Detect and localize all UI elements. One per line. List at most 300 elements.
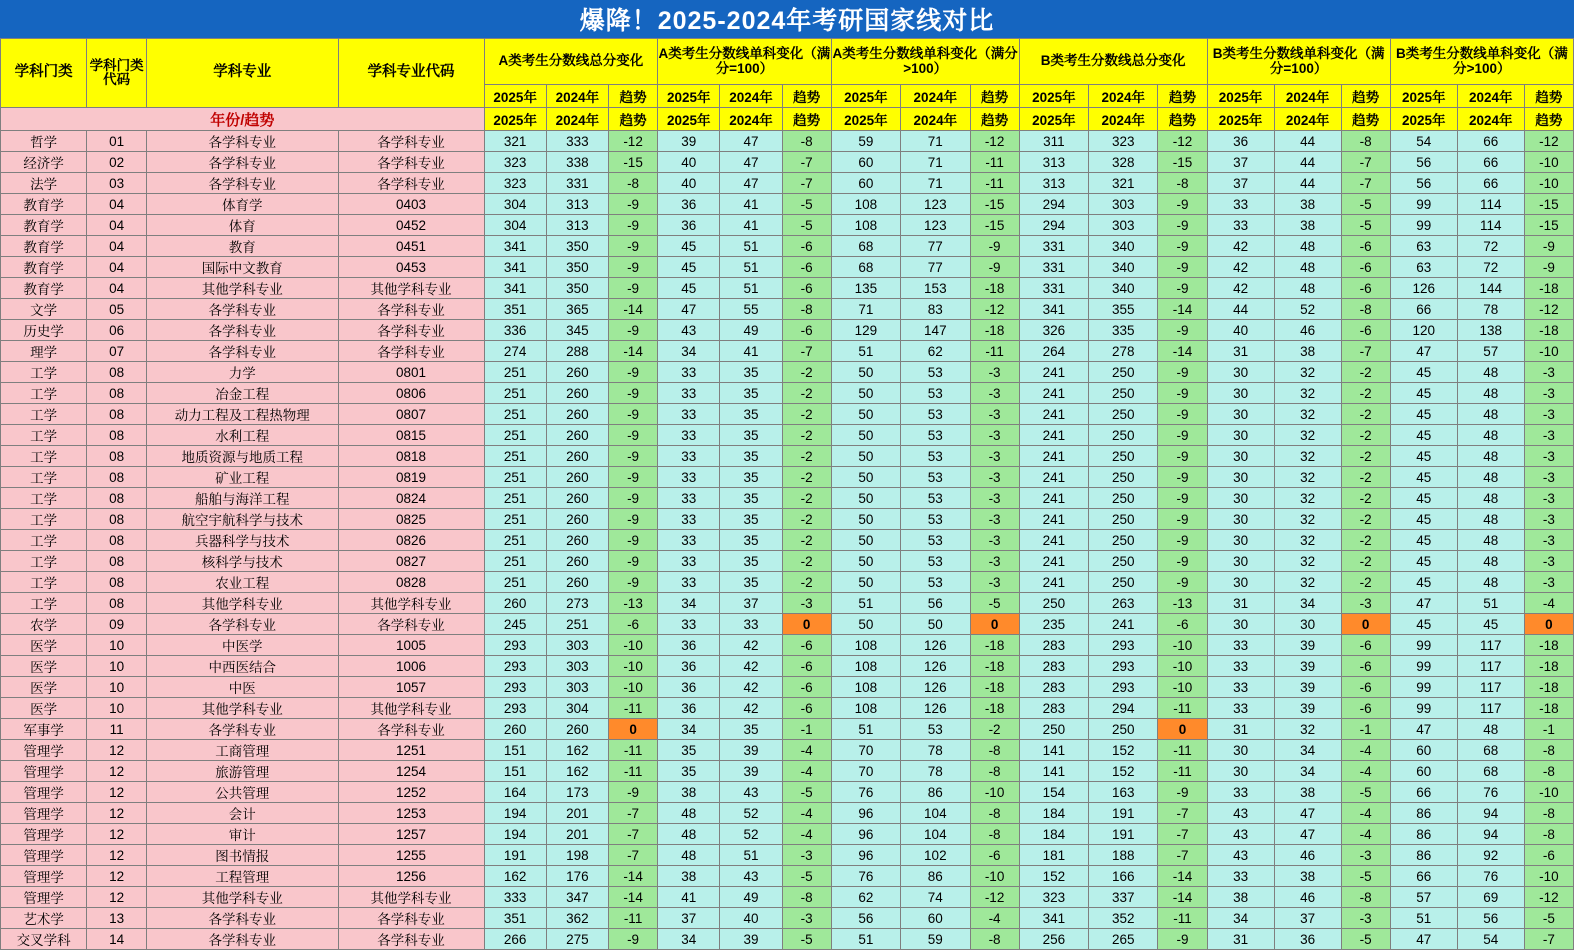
cell-2025-b-over100: 99 [1390, 194, 1457, 215]
cell-2024-a-over100: 59 [901, 929, 970, 950]
cell-trend-a-over100: -8 [970, 824, 1019, 845]
cell-2025-b-over100: 51 [1390, 908, 1457, 929]
cell-2025-a-total: 321 [484, 131, 546, 152]
cell-2024-b-over100: 76 [1457, 866, 1524, 887]
cell-2025-a-over100: 76 [831, 866, 900, 887]
cell-discipline-category: 工学 [1, 446, 87, 467]
cell-2025-a-100: 48 [658, 803, 720, 824]
cell-2024-a-over100: 153 [901, 278, 970, 299]
cell-2025-a-total: 341 [484, 236, 546, 257]
year-2024-b-over100: 2024年 [1457, 108, 1524, 131]
cell-2025-b-total: 154 [1019, 782, 1088, 803]
cell-2025-a-over100: 108 [831, 698, 900, 719]
cell-trend-a-100: -2 [782, 383, 831, 404]
cell-2024-b-total: 293 [1089, 677, 1158, 698]
cell-2024-b-100: 34 [1274, 740, 1341, 761]
cell-major-code: 0827 [338, 551, 484, 572]
cell-2024-a-over100: 53 [901, 572, 970, 593]
cell-trend-b-100: -3 [1341, 593, 1390, 614]
cell-2024-b-total: 294 [1089, 698, 1158, 719]
year-2025-b-over100: 2025年 [1390, 108, 1457, 131]
cell-major-code: 1252 [338, 782, 484, 803]
cell-2025-b-total: 326 [1019, 320, 1088, 341]
cell-trend-a-over100: -3 [970, 404, 1019, 425]
cell-2025-a-over100: 50 [831, 404, 900, 425]
cell-2024-a-over100: 53 [901, 719, 970, 740]
cell-trend-b-100: -4 [1341, 803, 1390, 824]
cell-trend-b-100: -4 [1341, 824, 1390, 845]
cell-discipline-category: 工学 [1, 530, 87, 551]
cell-2025-b-over100: 45 [1390, 404, 1457, 425]
cell-2024-b-over100: 94 [1457, 824, 1524, 845]
cell-2024-b-over100: 57 [1457, 341, 1524, 362]
cell-2025-b-over100: 47 [1390, 593, 1457, 614]
cell-2024-b-total: 340 [1089, 257, 1158, 278]
cell-2024-a-100: 41 [720, 215, 782, 236]
cell-trend-a-100: -6 [782, 257, 831, 278]
cell-major-code: 0452 [338, 215, 484, 236]
cell-2024-b-100: 48 [1274, 257, 1341, 278]
cell-2024-b-100: 32 [1274, 383, 1341, 404]
cell-2024-a-total: 201 [546, 824, 608, 845]
cell-discipline-category: 教育学 [1, 194, 87, 215]
table-row [1, 719, 1574, 740]
cell-2025-a-total: 251 [484, 404, 546, 425]
cell-2024-a-over100: 56 [901, 593, 970, 614]
cell-2025-b-over100: 60 [1390, 761, 1457, 782]
cell-2024-a-over100: 126 [901, 698, 970, 719]
cell-2024-a-100: 39 [720, 929, 782, 950]
table-row [1, 572, 1574, 593]
cell-trend-a-100: -2 [782, 404, 831, 425]
table-row [1, 803, 1574, 824]
cell-2025-a-over100: 76 [831, 782, 900, 803]
cell-trend-a-over100: -3 [970, 530, 1019, 551]
cell-trend-a-100: -2 [782, 446, 831, 467]
table-row [1, 698, 1574, 719]
cell-trend-b-over100: -5 [1524, 908, 1573, 929]
cell-2024-a-100: 52 [720, 803, 782, 824]
cell-trend-b-total: -9 [1158, 362, 1207, 383]
cell-trend-b-total: -6 [1158, 614, 1207, 635]
cell-trend-b-total: -11 [1158, 908, 1207, 929]
cell-discipline-category: 历史学 [1, 320, 87, 341]
cell-major-code: 1005 [338, 635, 484, 656]
cell-2025-b-total: 331 [1019, 278, 1088, 299]
cell-2025-a-100: 36 [658, 194, 720, 215]
cell-discipline-category-code: 08 [87, 530, 147, 551]
cell-trend-b-over100: -10 [1524, 173, 1573, 194]
cell-trend-a-100: -2 [782, 509, 831, 530]
cell-major: 各学科专业 [147, 929, 339, 950]
cell-trend-a-over100: -8 [970, 740, 1019, 761]
cell-2025-a-100: 33 [658, 467, 720, 488]
cell-discipline-category-code: 11 [87, 719, 147, 740]
table-row [1, 740, 1574, 761]
cell-discipline-category-code: 09 [87, 614, 147, 635]
cell-2025-a-over100: 56 [831, 908, 900, 929]
cell-trend-b-100: -4 [1341, 740, 1390, 761]
cell-2025-a-100: 45 [658, 278, 720, 299]
cell-trend-a-total: -6 [609, 614, 658, 635]
cell-trend-a-over100: -10 [970, 782, 1019, 803]
cell-2025-b-over100: 56 [1390, 152, 1457, 173]
cell-discipline-category: 艺术学 [1, 908, 87, 929]
cell-2024-a-total: 260 [546, 446, 608, 467]
table-row [1, 320, 1574, 341]
cell-2024-b-100: 39 [1274, 656, 1341, 677]
cell-major-code: 0825 [338, 509, 484, 530]
cell-2024-b-100: 38 [1274, 194, 1341, 215]
cell-trend-b-100: -6 [1341, 635, 1390, 656]
cell-2025-a-over100: 108 [831, 656, 900, 677]
cell-discipline-category-code: 04 [87, 215, 147, 236]
cell-trend-b-total: -10 [1158, 677, 1207, 698]
cell-major-code: 各学科专业 [338, 929, 484, 950]
cell-major: 其他学科专业 [147, 887, 339, 908]
cell-trend-b-over100: -18 [1524, 635, 1573, 656]
subheader-2024-b-over100: 2024年 [1457, 85, 1524, 108]
cell-2025-b-over100: 66 [1390, 782, 1457, 803]
cell-major-code: 0451 [338, 236, 484, 257]
cell-trend-b-over100: -7 [1524, 929, 1573, 950]
cell-trend-a-total: -8 [609, 173, 658, 194]
group-header-b-total: B类考生分数线总分变化 [1019, 39, 1207, 85]
year-2025-a-100: 2025年 [658, 108, 720, 131]
cell-2025-a-total: 251 [484, 488, 546, 509]
cell-trend-b-100: -6 [1341, 698, 1390, 719]
cell-2024-a-over100: 53 [901, 530, 970, 551]
cell-2025-b-100: 30 [1207, 446, 1274, 467]
cell-trend-a-total: -9 [609, 278, 658, 299]
cell-discipline-category-code: 08 [87, 509, 147, 530]
cell-trend-a-100: -7 [782, 341, 831, 362]
cell-trend-a-total: -10 [609, 656, 658, 677]
cell-major-code: 1006 [338, 656, 484, 677]
cell-trend-a-total: -9 [609, 572, 658, 593]
cell-2024-b-total: 250 [1089, 530, 1158, 551]
cell-trend-a-100: -2 [782, 530, 831, 551]
cell-2024-a-total: 303 [546, 677, 608, 698]
cell-discipline-category: 医学 [1, 656, 87, 677]
cell-2024-b-total: 191 [1089, 803, 1158, 824]
cell-trend-a-total: -9 [609, 425, 658, 446]
subheader-trend-b-100: 趋势 [1341, 85, 1390, 108]
cell-trend-a-100: -4 [782, 824, 831, 845]
cell-trend-b-100: -6 [1341, 656, 1390, 677]
cell-2024-a-total: 303 [546, 656, 608, 677]
cell-major: 各学科专业 [147, 908, 339, 929]
cell-2025-b-total: 141 [1019, 740, 1088, 761]
cell-major: 中医 [147, 677, 339, 698]
cell-discipline-category: 管理学 [1, 866, 87, 887]
cell-2024-a-100: 35 [720, 467, 782, 488]
cell-2024-b-100: 32 [1274, 404, 1341, 425]
table-row [1, 635, 1574, 656]
cell-2024-a-total: 201 [546, 803, 608, 824]
cell-2025-b-over100: 47 [1390, 341, 1457, 362]
cell-trend-b-100: -8 [1341, 299, 1390, 320]
cell-trend-b-100: -6 [1341, 236, 1390, 257]
cell-discipline-category-code: 02 [87, 152, 147, 173]
cell-2025-b-over100: 45 [1390, 425, 1457, 446]
cell-2025-b-total: 241 [1019, 551, 1088, 572]
cell-2025-b-total: 331 [1019, 236, 1088, 257]
cell-trend-b-total: -9 [1158, 551, 1207, 572]
cell-2025-a-total: 251 [484, 446, 546, 467]
cell-2025-a-over100: 70 [831, 740, 900, 761]
cell-2024-a-100: 35 [720, 719, 782, 740]
cell-2024-b-over100: 48 [1457, 530, 1524, 551]
cell-major-code: 1251 [338, 740, 484, 761]
cell-trend-b-100: -2 [1341, 425, 1390, 446]
table-row [1, 236, 1574, 257]
cell-2024-a-over100: 126 [901, 635, 970, 656]
cell-2025-a-over100: 68 [831, 257, 900, 278]
cell-2025-b-over100: 60 [1390, 740, 1457, 761]
cell-trend-a-over100: -12 [970, 299, 1019, 320]
cell-2025-b-total: 241 [1019, 509, 1088, 530]
cell-2024-a-over100: 50 [901, 614, 970, 635]
cell-trend-a-100: -6 [782, 698, 831, 719]
cell-trend-b-total: -9 [1158, 446, 1207, 467]
cell-2025-a-total: 274 [484, 341, 546, 362]
cell-2025-a-total: 260 [484, 593, 546, 614]
cell-2024-a-total: 345 [546, 320, 608, 341]
subheader-2024-a-100: 2024年 [720, 85, 782, 108]
cell-2025-b-total: 241 [1019, 446, 1088, 467]
cell-trend-a-total: -9 [609, 320, 658, 341]
cell-2024-a-100: 49 [720, 320, 782, 341]
cell-trend-b-total: -15 [1158, 152, 1207, 173]
cell-2025-b-total: 152 [1019, 866, 1088, 887]
cell-trend-a-100: -6 [782, 656, 831, 677]
cell-2025-b-100: 42 [1207, 257, 1274, 278]
cell-trend-b-100: -5 [1341, 782, 1390, 803]
cell-trend-b-over100: -8 [1524, 824, 1573, 845]
cell-trend-a-100: -7 [782, 152, 831, 173]
cell-2024-b-over100: 66 [1457, 173, 1524, 194]
year-2025-a-over100: 2025年 [831, 108, 900, 131]
cell-trend-a-total: -9 [609, 362, 658, 383]
cell-major-code: 1255 [338, 845, 484, 866]
cell-2024-b-100: 39 [1274, 635, 1341, 656]
cell-trend-b-total: -9 [1158, 509, 1207, 530]
cell-2024-b-100: 32 [1274, 551, 1341, 572]
cell-2024-a-100: 55 [720, 299, 782, 320]
cell-2024-a-over100: 123 [901, 194, 970, 215]
cell-trend-a-total: -7 [609, 803, 658, 824]
cell-trend-a-over100: -18 [970, 677, 1019, 698]
cell-trend-a-100: -2 [782, 425, 831, 446]
cell-2025-a-100: 45 [658, 257, 720, 278]
cell-2024-b-over100: 48 [1457, 383, 1524, 404]
cell-major-code: 0828 [338, 572, 484, 593]
cell-discipline-category-code: 12 [87, 803, 147, 824]
cell-2025-a-100: 37 [658, 908, 720, 929]
cell-2025-a-over100: 59 [831, 131, 900, 152]
cell-2024-b-over100: 48 [1457, 719, 1524, 740]
cell-major-code: 0453 [338, 257, 484, 278]
cell-trend-a-over100: -8 [970, 929, 1019, 950]
cell-discipline-category-code: 03 [87, 173, 147, 194]
cell-trend-a-over100: -8 [970, 803, 1019, 824]
cell-trend-a-over100: -12 [970, 131, 1019, 152]
cell-2025-a-100: 45 [658, 236, 720, 257]
cell-discipline-category-code: 04 [87, 194, 147, 215]
cell-trend-a-total: -9 [609, 782, 658, 803]
cell-major: 动力工程及工程热物理 [147, 404, 339, 425]
cell-2025-a-total: 162 [484, 866, 546, 887]
cell-2024-b-total: 166 [1089, 866, 1158, 887]
cell-trend-b-total: -11 [1158, 761, 1207, 782]
cell-discipline-category-code: 04 [87, 278, 147, 299]
cell-2025-a-100: 38 [658, 782, 720, 803]
cell-major-code: 0824 [338, 488, 484, 509]
cell-trend-b-total: -7 [1158, 845, 1207, 866]
cell-2025-a-over100: 96 [831, 824, 900, 845]
cell-discipline-category: 军事学 [1, 719, 87, 740]
cell-2025-a-total: 251 [484, 530, 546, 551]
cell-discipline-category: 管理学 [1, 761, 87, 782]
cell-2024-a-over100: 53 [901, 404, 970, 425]
cell-2024-b-100: 44 [1274, 173, 1341, 194]
cell-2025-a-100: 39 [658, 131, 720, 152]
cell-2025-b-total: 241 [1019, 425, 1088, 446]
table-row [1, 257, 1574, 278]
cell-discipline-category: 工学 [1, 425, 87, 446]
cell-2025-a-over100: 60 [831, 152, 900, 173]
cell-2024-b-total: 250 [1089, 488, 1158, 509]
cell-2024-b-total: 263 [1089, 593, 1158, 614]
cell-2024-a-over100: 62 [901, 341, 970, 362]
cell-trend-a-100: -2 [782, 572, 831, 593]
cell-trend-b-100: -5 [1341, 929, 1390, 950]
cell-trend-a-total: -9 [609, 530, 658, 551]
cell-trend-a-100: -6 [782, 677, 831, 698]
cell-2024-b-100: 34 [1274, 593, 1341, 614]
cell-trend-a-total: -12 [609, 131, 658, 152]
cell-2025-b-total: 184 [1019, 824, 1088, 845]
cell-2024-a-over100: 123 [901, 215, 970, 236]
cell-2025-a-total: 245 [484, 614, 546, 635]
cell-2024-b-total: 352 [1089, 908, 1158, 929]
cell-trend-b-100: -7 [1341, 152, 1390, 173]
cell-2025-a-over100: 50 [831, 614, 900, 635]
cell-2025-b-total: 341 [1019, 908, 1088, 929]
cell-trend-b-100: -1 [1341, 719, 1390, 740]
cell-2024-a-100: 42 [720, 677, 782, 698]
cell-2024-a-100: 52 [720, 824, 782, 845]
cell-2025-a-total: 293 [484, 677, 546, 698]
cell-2025-b-100: 30 [1207, 614, 1274, 635]
year-trend-label: 年份/趋势 [1, 108, 485, 131]
cell-discipline-category-code: 08 [87, 572, 147, 593]
cell-2024-a-total: 288 [546, 341, 608, 362]
cell-trend-a-total: -7 [609, 845, 658, 866]
cell-major-code: 1057 [338, 677, 484, 698]
cell-2025-a-100: 38 [658, 866, 720, 887]
group-header-a-single-100: A类考生分数线单科变化（满分=100） [658, 39, 832, 85]
cell-discipline-category: 管理学 [1, 782, 87, 803]
cell-2025-a-total: 341 [484, 278, 546, 299]
cell-trend-a-total: -9 [609, 488, 658, 509]
cell-2024-a-total: 260 [546, 530, 608, 551]
cell-trend-b-over100: -18 [1524, 677, 1573, 698]
cell-trend-a-total: -9 [609, 509, 658, 530]
table-row [1, 152, 1574, 173]
cell-2024-b-over100: 72 [1457, 257, 1524, 278]
cell-trend-b-over100: -18 [1524, 320, 1573, 341]
cell-2025-b-100: 37 [1207, 173, 1274, 194]
cell-2025-b-over100: 86 [1390, 845, 1457, 866]
subheader-trend-b-over100: 趋势 [1524, 85, 1573, 108]
cell-2024-b-total: 250 [1089, 467, 1158, 488]
cell-2024-a-over100: 147 [901, 320, 970, 341]
cell-2024-b-over100: 48 [1457, 467, 1524, 488]
cell-discipline-category: 工学 [1, 551, 87, 572]
cell-2024-a-total: 198 [546, 845, 608, 866]
cell-2024-a-total: 260 [546, 509, 608, 530]
cell-discipline-category: 法学 [1, 173, 87, 194]
cell-discipline-category-code: 12 [87, 740, 147, 761]
cell-2024-b-over100: 114 [1457, 215, 1524, 236]
cell-2024-a-over100: 71 [901, 152, 970, 173]
cell-trend-b-over100: -3 [1524, 425, 1573, 446]
cell-trend-a-100: -8 [782, 131, 831, 152]
cell-trend-b-100: -8 [1341, 887, 1390, 908]
cell-trend-b-over100: -3 [1524, 530, 1573, 551]
year-2025-b-total: 2025年 [1019, 108, 1088, 131]
cell-2024-a-over100: 77 [901, 236, 970, 257]
cell-discipline-category-code: 01 [87, 131, 147, 152]
cell-2024-a-over100: 104 [901, 824, 970, 845]
subheader-2024-b-100: 2024年 [1274, 85, 1341, 108]
cell-trend-a-100: -6 [782, 635, 831, 656]
cell-trend-b-total: -9 [1158, 215, 1207, 236]
cell-2024-b-100: 32 [1274, 362, 1341, 383]
cell-discipline-category: 经济学 [1, 152, 87, 173]
year-trend-a-100: 趋势 [782, 108, 831, 131]
cell-trend-b-total: -14 [1158, 866, 1207, 887]
cell-2025-a-100: 43 [658, 320, 720, 341]
table-row [1, 866, 1574, 887]
cell-trend-a-total: -9 [609, 236, 658, 257]
cell-trend-a-100: -5 [782, 215, 831, 236]
cell-2024-b-total: 250 [1089, 383, 1158, 404]
cell-2025-b-100: 43 [1207, 824, 1274, 845]
cell-2024-b-total: 188 [1089, 845, 1158, 866]
cell-2025-b-100: 30 [1207, 383, 1274, 404]
cell-trend-a-over100: -18 [970, 278, 1019, 299]
cell-2025-a-total: 351 [484, 908, 546, 929]
cell-2024-a-over100: 126 [901, 656, 970, 677]
cell-2024-b-100: 37 [1274, 908, 1341, 929]
cell-discipline-category: 管理学 [1, 845, 87, 866]
cell-trend-b-over100: -4 [1524, 593, 1573, 614]
cell-trend-a-over100: -18 [970, 698, 1019, 719]
cell-discipline-category-code: 08 [87, 404, 147, 425]
cell-discipline-category-code: 10 [87, 677, 147, 698]
cell-2024-b-100: 39 [1274, 698, 1341, 719]
cell-2025-a-100: 48 [658, 845, 720, 866]
cell-2024-a-100: 35 [720, 530, 782, 551]
cell-trend-b-over100: -9 [1524, 236, 1573, 257]
cell-2025-b-100: 43 [1207, 803, 1274, 824]
cell-trend-a-total: -14 [609, 866, 658, 887]
national-score-line-table [0, 38, 1574, 950]
cell-major-code: 各学科专业 [338, 131, 484, 152]
